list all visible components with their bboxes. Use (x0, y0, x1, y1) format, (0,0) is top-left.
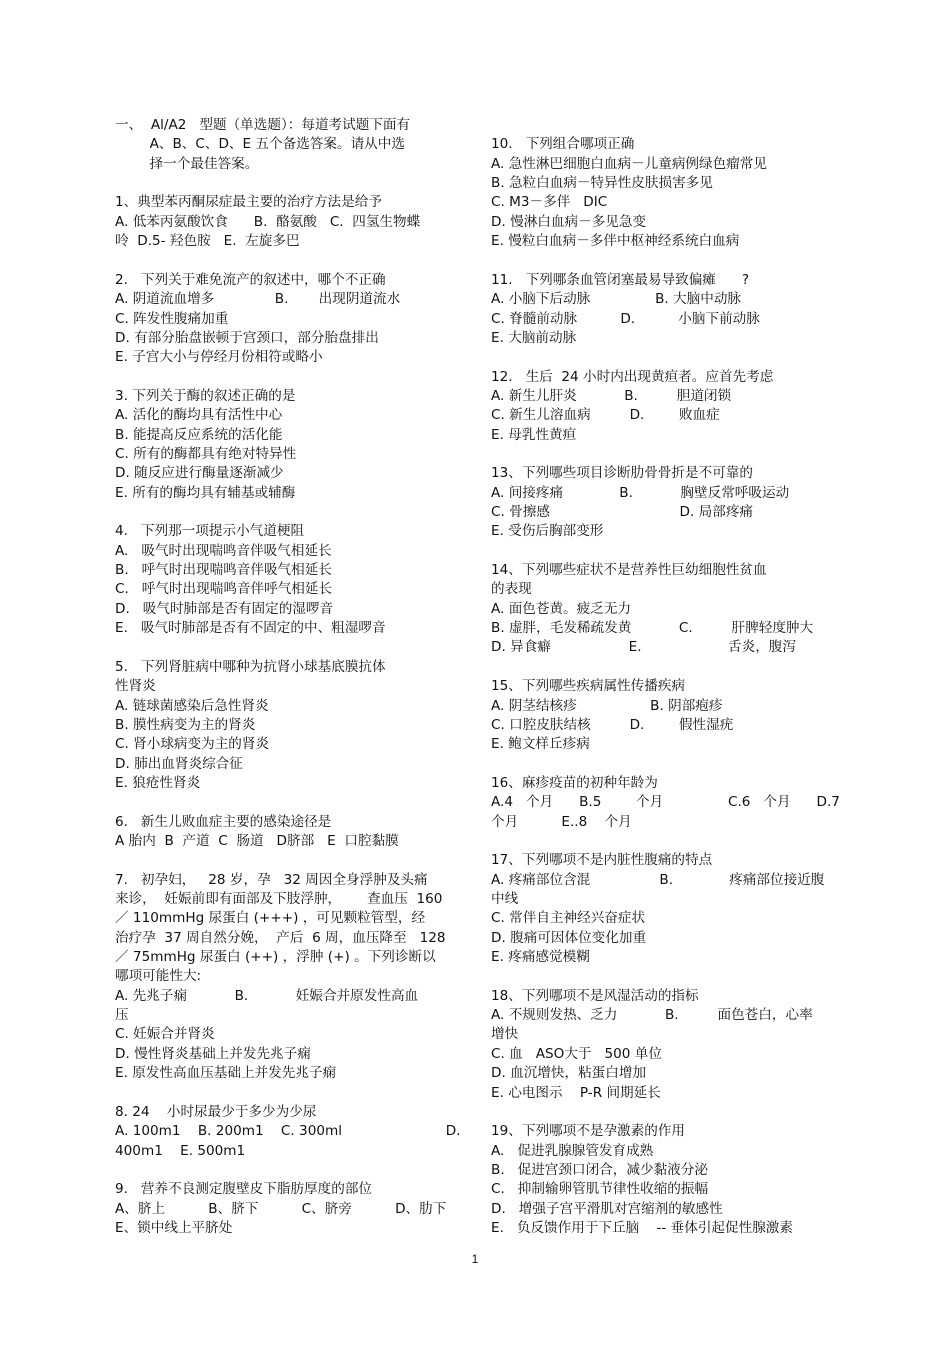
text-line: B. 呼气时出现喘鸣音伴吸气相延长 (115, 562, 332, 579)
text-line: A. 100m1 B. 200m1 C. 300ml D. (115, 1123, 461, 1140)
text-line: D. 随反应进行酶量逐渐减少 (115, 465, 284, 482)
text-line: A. 阴茎结核疹 B. 阴部疱疹 (491, 697, 723, 714)
text-line: 4. 下列那一项提示小气道梗阻 (115, 523, 305, 540)
text-line: A.4 个月 B.5 个月 C.6 个月 D.7 (491, 794, 840, 811)
text-line: E. 鲍文样丘疹病 (491, 736, 590, 753)
text-line: 2. 下列关于难免流产的叙述中，哪个不正确 (115, 271, 386, 288)
text-line: 个月 E..8 个月 (491, 813, 632, 830)
text-line: 19、下列哪项不是孕激素的作用 (491, 1123, 686, 1140)
text-line: 13、下列哪些项目诊断肋骨骨折是不可靠的 (491, 465, 753, 482)
text-line: C. 呼气时出现喘鸣音伴呼气相延长 (115, 581, 333, 598)
text-line: E、锁中线上平脐处 (115, 1219, 233, 1236)
text-line: D. 吸气时肺部是否有固定的湿啰音 (115, 600, 334, 617)
text-line: A. 低苯丙氨酸饮食 B. 酪氨酸 C. 四氢生物蝶 (115, 213, 421, 230)
text-line: 呤 D.5- 羟色胺 E. 左旋多巴 (115, 233, 300, 250)
text-line: A、脐上 B、脐下 C、脐旁 D、肋下 (115, 1200, 447, 1217)
text-line: D. 肺出血肾炎综合征 (115, 755, 243, 772)
text-line: 10. 下列组合哪项正确 (491, 136, 635, 153)
text-line: 11. 下列哪条血管闭塞最易导致偏瘫 ? (491, 271, 750, 288)
text-line: 中线 (491, 891, 519, 907)
text-line: 17、下列哪项不是内脏性腹痛的特点 (491, 852, 713, 869)
text-line: C. M3－多伴 DIC (491, 194, 608, 211)
text-line: D. 增强子宫平滑肌对宫缩剂的敏感性 (491, 1200, 723, 1217)
text-line: 来诊， 妊娠前即有面部及下肢浮肿， 查血压 160 (115, 891, 443, 907)
text-line: E. 母乳性黄疸 (491, 426, 577, 443)
text-line: E. 慢粒白血病－多伴中枢神经系统白血病 (491, 233, 740, 250)
text-line: D. 慢性肾炎基础上并发先兆子痫 (115, 1045, 311, 1062)
text-line: A. 面色苍黄。疲乏无力 (491, 600, 632, 617)
text-line: E. 所有的酶均具有辅基或辅酶 (115, 484, 296, 501)
text-line: ／ 110mmHg 尿蛋白 (+++) ，可见颗粒管型，经 (115, 910, 426, 927)
text-line: C. 脊髓前动脉 D. 小脑下前动脉 (491, 310, 760, 327)
text-line: A. 吸气时出现喘鸣音伴吸气相延长 (115, 542, 332, 559)
text-line: E. 狼疮性肾炎 (115, 774, 201, 791)
text-line: 12. 生后 24 小时内出现黄疸者。应首先考虑 (491, 368, 774, 385)
text-line: D. 血沉增快，粘蛋白增加 (491, 1065, 647, 1082)
text-line: 18、下列哪项不是风湿活动的指标 (491, 987, 699, 1004)
text-line: B. 促进宫颈口闭合，减少黏液分泌 (491, 1161, 708, 1178)
text-line: 的表现 (491, 581, 532, 598)
text-line: C. 血 ASO大于 500 单位 (491, 1045, 662, 1062)
text-line: 8. 24 小时尿最少于多少为少尿 (115, 1103, 317, 1120)
text-line: 3. 下列关于酶的叙述正确的是 (115, 387, 296, 404)
text-line: 1、典型苯丙酮尿症最主要的治疗方法是给予 (115, 194, 382, 211)
text-line: D. 慢淋白血病－多见急变 (491, 213, 647, 230)
text-line: B. 虚胖，毛发稀疏发黄 C. 肝脾轻度肿大 (491, 620, 814, 637)
text-line: 14、下列哪些症状不是营养性巨幼细胞性贫血 (491, 562, 767, 579)
text-line: A. 促进乳腺腺管发育成熟 (491, 1142, 654, 1159)
text-line: C. 肾小球病变为主的肾炎 (115, 736, 270, 753)
text-line: B. 膜性病变为主的肾炎 (115, 716, 256, 733)
text-line: 400m1 E. 500m1 (115, 1142, 246, 1159)
text-line: C. 抑制输卵管肌节律性收缩的振幅 (491, 1181, 709, 1198)
text-line: E. 负反馈作用于下丘脑 -- 垂体引起促性腺激素 (491, 1219, 793, 1236)
page-number: 1 (471, 1252, 479, 1266)
text-line: ／ 75mmHg 尿蛋白 (++) ，浮肿 (+) 。下列诊断以 (115, 949, 436, 966)
text-line: A 胎内 B 产道 C 肠道 D脐部 E 口腔黏膜 (115, 832, 399, 849)
text-line: 性肾炎 (115, 678, 156, 695)
text-line: C. 所有的酶都具有绝对特异性 (115, 445, 297, 462)
text-line: A. 活化的酶均具有活性中心 (115, 407, 283, 424)
text-line: 9. 营养不良测定腹壁皮下脂肪厚度的部位 (115, 1181, 373, 1198)
text-line: A. 疼痛部位含混 B. 疼痛部位接近腹 (491, 871, 825, 888)
text-line: A. 新生儿肝炎 B. 胆道闭锁 (491, 387, 732, 404)
text-line: A. 间接疼痛 B. 胸壁反常呼吸运动 (491, 484, 790, 501)
text-line: 增快 (491, 1026, 519, 1043)
text-line: 哪项可能性大: (115, 968, 202, 985)
text-line: B. 能提高反应系统的活化能 (115, 426, 283, 443)
text-line: E. 疼痛感觉模糊 (491, 949, 590, 966)
text-line: 择一个最佳答案。 (115, 155, 259, 172)
text-line: A. 先兆子痫 B. 妊娠合并原发性高血 (115, 987, 419, 1004)
text-line: E. 受伤后胸部变形 (491, 523, 604, 540)
text-line: A. 不规则发热、乏力 B. 面色苍白，心率 (491, 1007, 813, 1024)
text-line: B. 急粒白血病－特异性皮肤损害多见 (491, 175, 713, 192)
text-line: 压 (115, 1007, 129, 1024)
text-line: E. 吸气时肺部是否有不固定的中、粗湿啰音 (115, 620, 386, 637)
text-line: C. 常伴自主神经兴奋症状 (491, 910, 646, 927)
text-line: 6. 新生儿败血症主要的感染途径是 (115, 813, 332, 830)
text-line: C. 口腔皮肤结核 D. 假性湿疣 (491, 716, 734, 733)
text-line: E. 大脑前动脉 (491, 329, 577, 346)
text-line: D. 有部分胎盘嵌顿于宫颈口，部分胎盘排出 (115, 329, 379, 346)
text-line: A. 急性淋巴细胞白血病－儿童病例绿色瘤常见 (491, 155, 767, 172)
text-line: D. 腹痛可因体位变化加重 (491, 929, 647, 946)
text-line: C. 妊娠合并肾炎 (115, 1026, 215, 1043)
text-line: D. 异食癖 E. 舌炎，腹泻 (491, 639, 796, 656)
text-line: A、B、C、D、E 五个备选答案。请从中选 (115, 136, 405, 153)
text-line: 16、麻疹疫苗的初种年龄为 (491, 774, 658, 791)
text-line: 7. 初孕妇， 28 岁，孕 32 周因全身浮肿及头痛 (115, 871, 428, 888)
text-line: E. 子宫大小与停经月份相符或略小 (115, 349, 323, 366)
text-line: 一、 Al/A2 型题（单选题）：每道考试题下面有 (115, 117, 411, 133)
text-line: A. 小脑下后动脉 B. 大脑中动脉 (491, 291, 742, 308)
text-line: 15、下列哪些疾病属性传播疾病 (491, 678, 686, 695)
text-line: A. 链球菌感染后急性肾炎 (115, 697, 269, 714)
text-line: E. 心电图示 P-R 间期延长 (491, 1084, 661, 1101)
text-line: C. 阵发性腹痛加重 (115, 310, 229, 327)
text-line: 5. 下列肾脏病中哪种为抗肾小球基底膜抗体 (115, 658, 386, 675)
text-line: C. 新生儿溶血病 D. 败血症 (491, 407, 720, 424)
text-line: C. 骨擦感 D. 局部疼痛 (491, 504, 754, 520)
text-line: A. 阴道流血增多 B. 出现阴道流水 (115, 291, 401, 308)
text-line: 治疗孕 37 周自然分娩， 产后 6 周，血压降至 128 (115, 929, 446, 946)
text-line: E. 原发性高血压基础上并发先兆子痫 (115, 1065, 337, 1082)
